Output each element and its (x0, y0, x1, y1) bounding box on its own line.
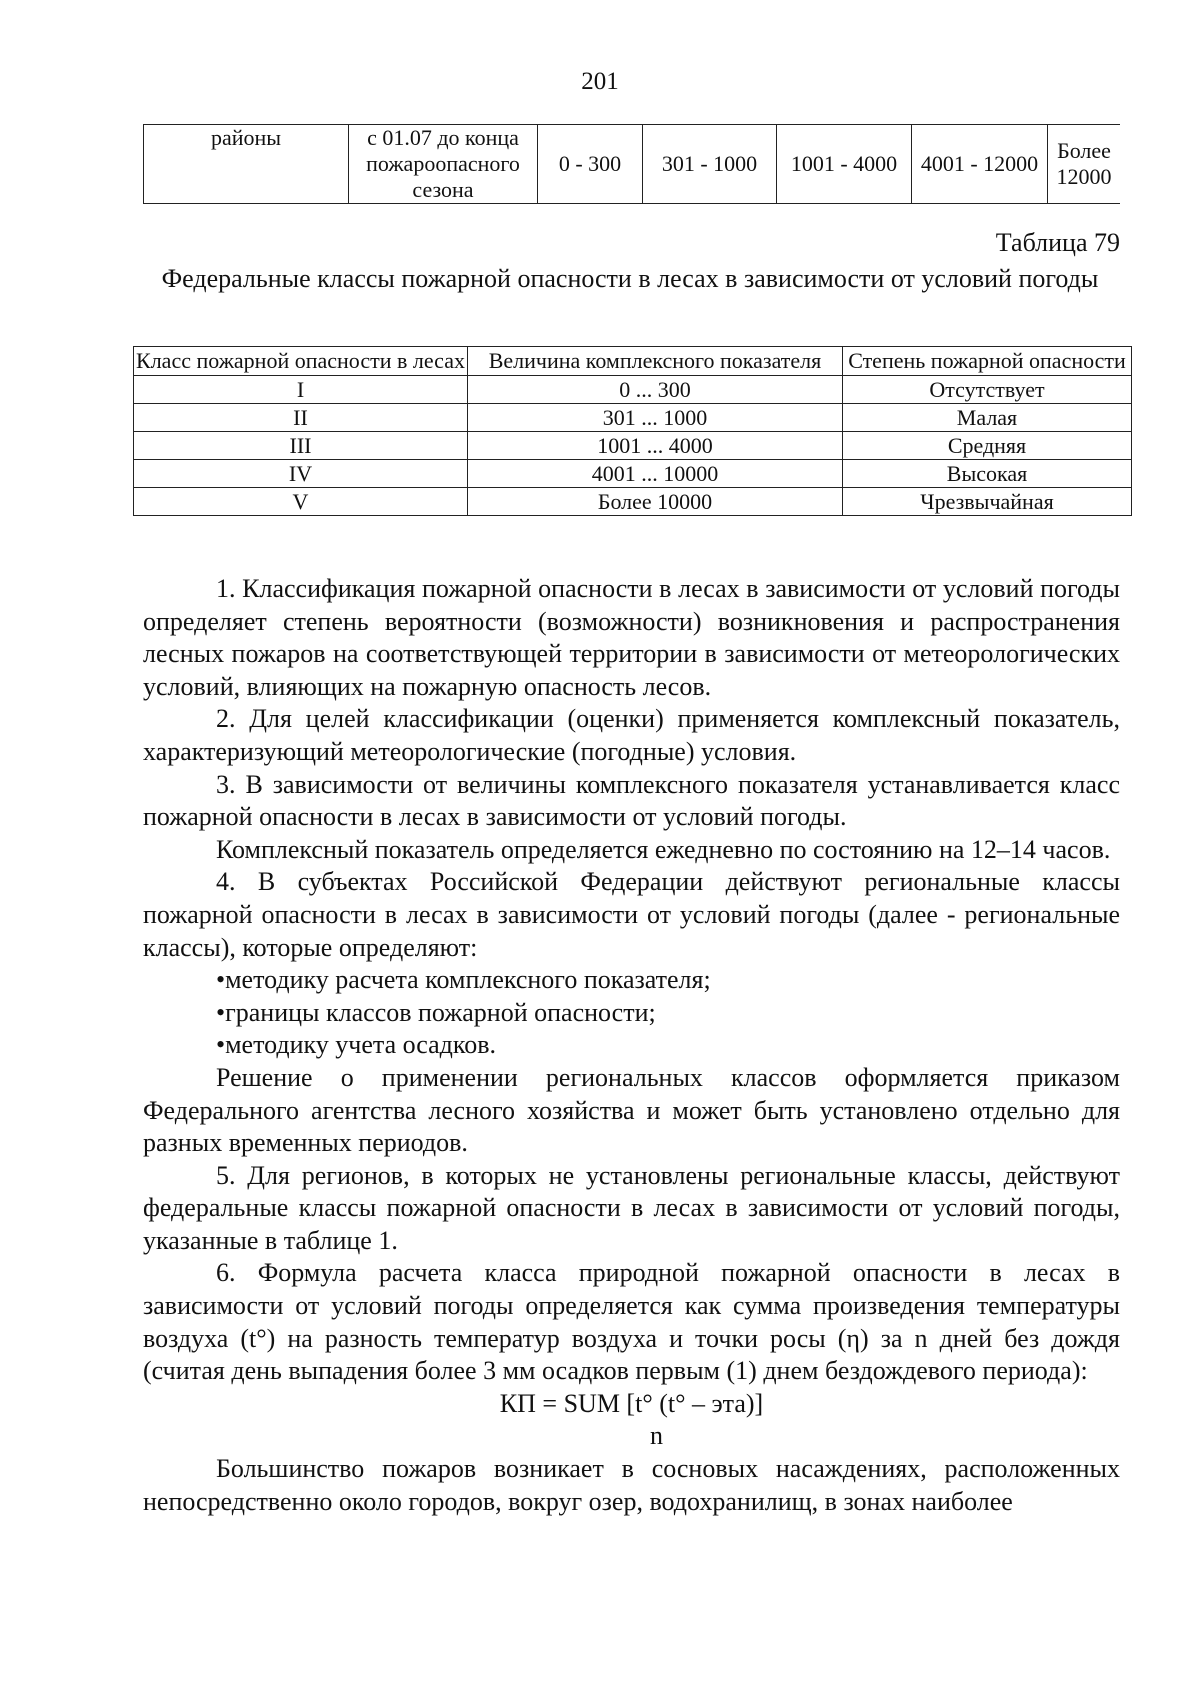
table-cell: Чрезвычайная (843, 488, 1132, 516)
table-cell: Более 12000 (1048, 125, 1121, 204)
bullet-item: •методику расчета комплексного показателя; (216, 965, 711, 995)
table-row (144, 125, 1121, 204)
column-header: Величина комплексного показателя (468, 347, 843, 376)
table-title: Федеральные классы пожарной опасности в лесах в зависимости от условий погоды (161, 264, 1099, 293)
table-row (134, 376, 1132, 404)
paragraph: 1. Классификация пожарной опасности в лесах в зависимости от условий погоды определяет степень вероятности (возможности) возникновения и распространения лесных пожаров на соответствующей территории в зависимости от метеорологических условий, влияющих на пожарную опасность лесов. (143, 574, 1120, 701)
table-cell: 1001 ... 4000 (468, 432, 843, 460)
paragraph: Большинство пожаров возникает в сосновых насаждениях, расположенных непосредственно около городов, вокруг озер, водохранилищ, в зонах наиболее (143, 1454, 1120, 1516)
bullet-item: •методику учета осадков. (216, 1030, 496, 1060)
table-row (134, 460, 1132, 488)
paragraph: Решение о применении региональных классов оформляется приказом Федерального агентства лесного хозяйства и может быть установлено отдельно для разных временных периодов. (143, 1062, 1120, 1158)
paragraph: 4. В субъектах Российской Федерации действуют региональные классы пожарной опасности в лесах в зависимости от условий погоды (далее - региональные классы), которые определяют: (143, 867, 1120, 962)
table-cell: 1001 - 4000 (777, 125, 912, 204)
table-cell: V (134, 488, 468, 516)
table-cell: 0 - 300 (538, 125, 643, 204)
table-cell: Высокая (843, 460, 1132, 488)
table-cell: Более 10000 (468, 488, 843, 516)
paragraph: 3. В зависимости от величины комплексного показателя устанавливается класс пожарной опасности в лесах в зависимости от условий погоды. (143, 769, 1120, 832)
paragraph: 5. Для регионов, в которых не установлены региональные классы, действуют федеральные классы пожарной опасности в лесах в зависимости от условий погоды, указанные в таблице 1. (143, 1160, 1120, 1255)
table-cell: 4001 ... 10000 (468, 460, 843, 488)
table-row (134, 404, 1132, 432)
table-number: Таблица 79 (995, 228, 1120, 257)
page-number: 201 (581, 68, 619, 95)
column-header: Класс пожарной опасности в лесах (134, 347, 468, 376)
paragraph: 2. Для целей классификации (оценки) применяется комплексный показатель, характеризующий метеорологические (погодные) условия. (143, 704, 1120, 766)
column-header: Степень пожарной опасности (843, 347, 1132, 376)
continuation-table (143, 124, 1120, 204)
table-header-row (134, 347, 1132, 376)
table-row (134, 488, 1132, 516)
table-cell: Средняя (843, 432, 1132, 460)
bullet-item: •границы классов пожарной опасности; (216, 997, 656, 1027)
table-cell: 301 ... 1000 (468, 404, 843, 432)
table-cell: I (134, 376, 468, 404)
paragraph: Комплексный показатель определяется ежедневно по состоянию на 12–14 часов. (216, 834, 1111, 864)
formula-subscript: n (650, 1421, 663, 1451)
table-cell: районы (144, 125, 349, 204)
table-cell: IV (134, 460, 468, 488)
table-cell: II (134, 404, 468, 432)
table-cell: 4001 - 12000 (912, 125, 1048, 204)
table-cell: с 01.07 до конца пожароопасного сезона (349, 125, 538, 204)
body-text (143, 573, 1120, 1518)
fire-class-table (133, 346, 1132, 516)
table-cell: 0 ... 300 (468, 376, 843, 404)
table-row (134, 432, 1132, 460)
table-cell: Малая (843, 404, 1132, 432)
paragraph: 6. Формула расчета класса природной пожарной опасности в лесах в зависимости от условий погоды определяется как сумма произведения температуры воздуха (t°) на разность температур воздуха и точки росы (η) за n дней без дождя (считая день выпадения более 3 мм осадков первым (1) днем бездождевого периода): (143, 1258, 1120, 1386)
table-cell: 301 - 1000 (643, 125, 777, 204)
table-cell: III (134, 432, 468, 460)
table-cell: Отсутствует (843, 376, 1132, 404)
formula: КП = SUM [t° (t° – эта)] (499, 1388, 764, 1418)
